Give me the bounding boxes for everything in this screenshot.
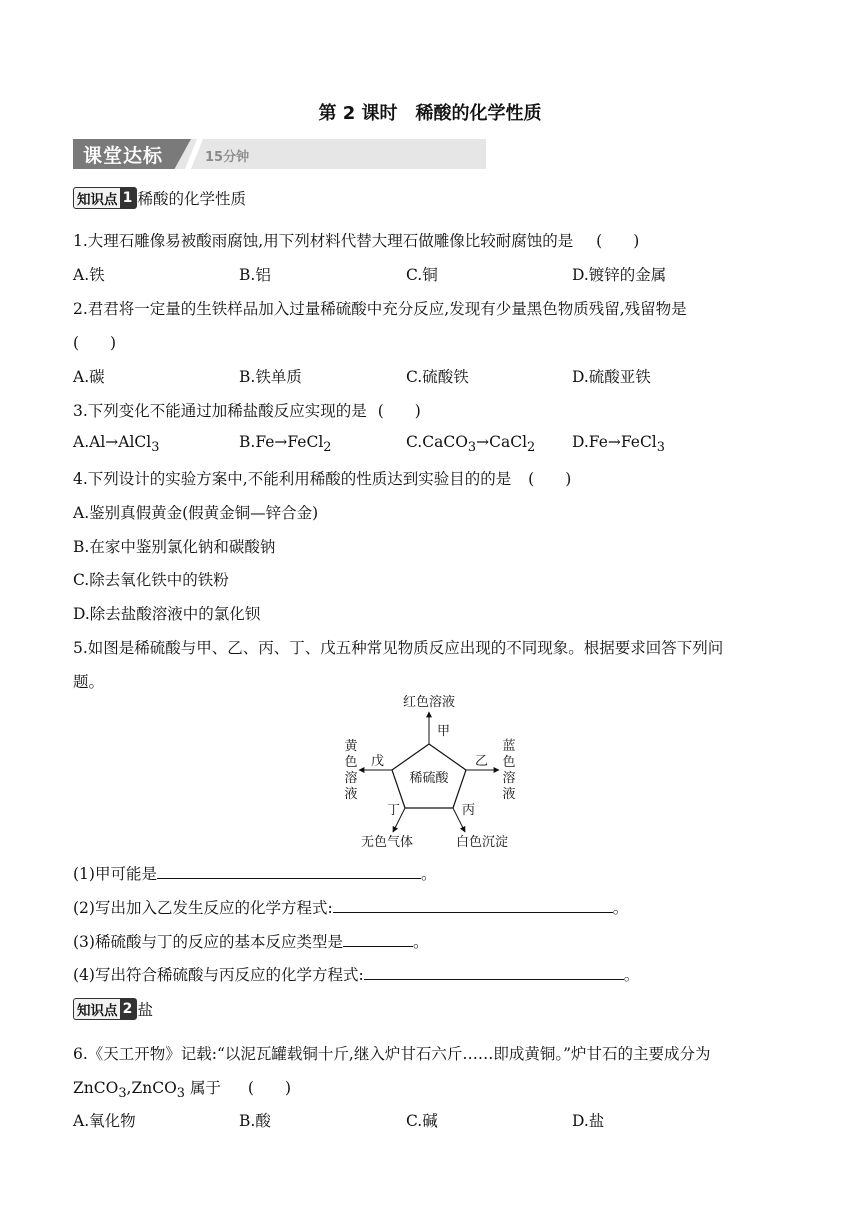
subscript: 3 xyxy=(176,1086,186,1102)
diagram-left-result-char: 溶 xyxy=(344,771,358,786)
question-5-sub-3 xyxy=(73,930,428,952)
question-1-option-d: D.镀锌的金属 xyxy=(572,266,667,284)
diagram-top-reagent: 甲 xyxy=(437,724,451,739)
question-text: (1)甲可能是 xyxy=(73,865,157,883)
banner-label: 课堂达标 xyxy=(83,145,164,167)
question-6-option-a: A.氧化物 xyxy=(73,1112,136,1130)
diagram-left-result-char: 黄 xyxy=(344,739,358,754)
question-5-sub-4 xyxy=(73,963,639,985)
answer-blank[interactable] xyxy=(343,932,413,947)
question-1-option-c: C.铜 xyxy=(406,266,438,284)
diagram-left-reagent: 戊 xyxy=(371,754,385,769)
knowledge-point-1 xyxy=(73,187,246,209)
answer-blank[interactable] xyxy=(364,965,624,980)
answer-paren: ( ) xyxy=(73,334,117,352)
question-5-stem-line-2: 题。 xyxy=(73,673,105,691)
question-5-stem-line-1: 5.如图是稀硫酸与甲、乙、丙、丁、戊五种常见物质反应出现的不同现象。根据要求回答下列问 xyxy=(73,639,724,657)
question-3-option-c xyxy=(406,433,535,455)
question-2-option-a: A.碳 xyxy=(73,368,105,386)
option-text: C.CaCO xyxy=(406,433,468,451)
subscript: 3 xyxy=(151,440,160,456)
answer-paren: ( ) xyxy=(528,470,572,488)
question-3-option-d xyxy=(572,433,665,455)
question-text: 3.下列变化不能通过加稀盐酸反应实现的是 xyxy=(73,402,367,420)
diagram-br-result: 白色沉淀 xyxy=(455,835,509,850)
subscript: 2 xyxy=(527,440,536,456)
diagram-right-reagent: 乙 xyxy=(475,754,489,769)
question-2-option-b: B.铁单质 xyxy=(239,368,302,386)
option-text: D.Fe→FeCl xyxy=(572,433,657,451)
subscript: 3 xyxy=(656,440,665,456)
diagram-left-result-char: 液 xyxy=(344,787,358,802)
page-title: 第 2 课时 稀酸的化学性质 xyxy=(318,103,542,124)
question-text: 1.大理石雕像易被酸雨腐蚀,用下列材料代替大理石做雕像比较耐腐蚀的是 xyxy=(73,232,574,250)
question-text: 属于 xyxy=(189,1079,221,1097)
knowledge-point-label: 知识点 xyxy=(77,1003,118,1019)
answer-paren: ( ) xyxy=(596,232,640,250)
question-text: 4.下列设计的实验方案中,不能利用稀酸的性质达到实验目的的是 xyxy=(73,470,512,488)
answer-paren: ( ) xyxy=(377,402,421,420)
diagram-center-label: 稀硫酸 xyxy=(409,771,449,786)
subscript: 2 xyxy=(323,440,332,456)
diagram-right-result-char: 液 xyxy=(502,787,516,802)
question-2-option-c: C.硫酸铁 xyxy=(406,368,469,386)
question-2-option-d: D.硫酸亚铁 xyxy=(572,368,651,386)
question-text: (4)写出符合稀硫酸与丙反应的化学方程式: xyxy=(73,966,364,984)
diagram-right-result-char: 色 xyxy=(502,755,516,770)
question-4-option-a: A.鉴别真假黄金(假黄金铜—锌合金) xyxy=(73,504,319,522)
question-4-stem xyxy=(73,467,571,489)
question-3-option-a xyxy=(73,433,159,455)
knowledge-point-badge xyxy=(73,998,137,1020)
knowledge-point-title: 稀酸的化学性质 xyxy=(137,190,247,208)
question-6-option-b: B.酸 xyxy=(239,1112,271,1130)
question-4-option-c: C.除去氧化铁中的铁粉 xyxy=(73,571,229,589)
diagram-right-result-char: 溶 xyxy=(502,771,516,786)
punctuation: 。 xyxy=(612,899,629,917)
knowledge-point-2 xyxy=(73,998,153,1020)
formula-text: ZnCO xyxy=(73,1079,119,1097)
banner-time: 15分钟 xyxy=(205,150,250,165)
knowledge-point-title: 盐 xyxy=(137,1001,154,1019)
question-text: (2)写出加入乙发生反应的化学方程式: xyxy=(73,899,333,917)
question-5-sub-2 xyxy=(73,896,628,918)
diagram-bl-result: 无色气体 xyxy=(360,835,414,850)
diagram-left-result-char: 色 xyxy=(344,755,358,770)
question-6-stem-line-1: 6.《天工开物》记载:“以泥瓦罐载铜十斤,继入炉甘石六斤……即成黄铜。”炉甘石的主要成分为 xyxy=(73,1045,711,1063)
question-6-stem-line-2 xyxy=(73,1076,291,1101)
diagram-bl-reagent: 丁 xyxy=(387,803,401,818)
answer-blank[interactable] xyxy=(333,898,613,913)
reaction-diagram xyxy=(335,690,525,855)
question-1-option-a: A.铁 xyxy=(73,266,105,284)
option-text: →CaCl xyxy=(476,433,528,451)
diagram-top-result: 红色溶液 xyxy=(402,695,456,710)
diagram-br-reagent: 丙 xyxy=(462,803,476,818)
answer-blank[interactable] xyxy=(157,864,421,879)
option-text: B.Fe→FeCl xyxy=(239,433,324,451)
punctuation: 。 xyxy=(623,966,640,984)
question-6-option-c: C.碱 xyxy=(406,1112,438,1130)
question-2-stem: 2.君君将一定量的生铁样品加入过量稀硫酸中充分反应,发现有少量黑色物质残留,残留物是 xyxy=(73,300,687,318)
question-6-option-d: D.盐 xyxy=(572,1112,605,1130)
question-3-option-b xyxy=(239,433,332,455)
question-text: (3)稀硫酸与丁的反应的基本反应类型是 xyxy=(73,933,343,951)
knowledge-point-number: 2 xyxy=(120,999,136,1019)
knowledge-point-badge xyxy=(73,187,137,209)
knowledge-point-number: 1 xyxy=(120,188,136,208)
question-4-option-b: B.在家中鉴别氯化钠和碳酸钠 xyxy=(73,538,276,556)
knowledge-point-label: 知识点 xyxy=(77,192,118,208)
question-5-sub-1 xyxy=(73,862,436,884)
question-4-option-d: D.除去盐酸溶液中的氯化钡 xyxy=(73,605,261,623)
question-1-stem xyxy=(73,229,639,251)
punctuation: 。 xyxy=(412,933,429,951)
subscript: 3 xyxy=(467,440,477,456)
punctuation: 。 xyxy=(420,865,437,883)
answer-paren: ( ) xyxy=(247,1079,292,1097)
question-3-stem xyxy=(73,399,421,421)
diagram-right-result-char: 蓝 xyxy=(502,739,516,754)
subscript: 3 xyxy=(118,1086,127,1102)
option-text: A.Al→AlCl xyxy=(73,433,152,451)
question-1-option-b: B.铝 xyxy=(239,266,271,284)
formula-text: ,ZnCO xyxy=(126,1079,177,1097)
